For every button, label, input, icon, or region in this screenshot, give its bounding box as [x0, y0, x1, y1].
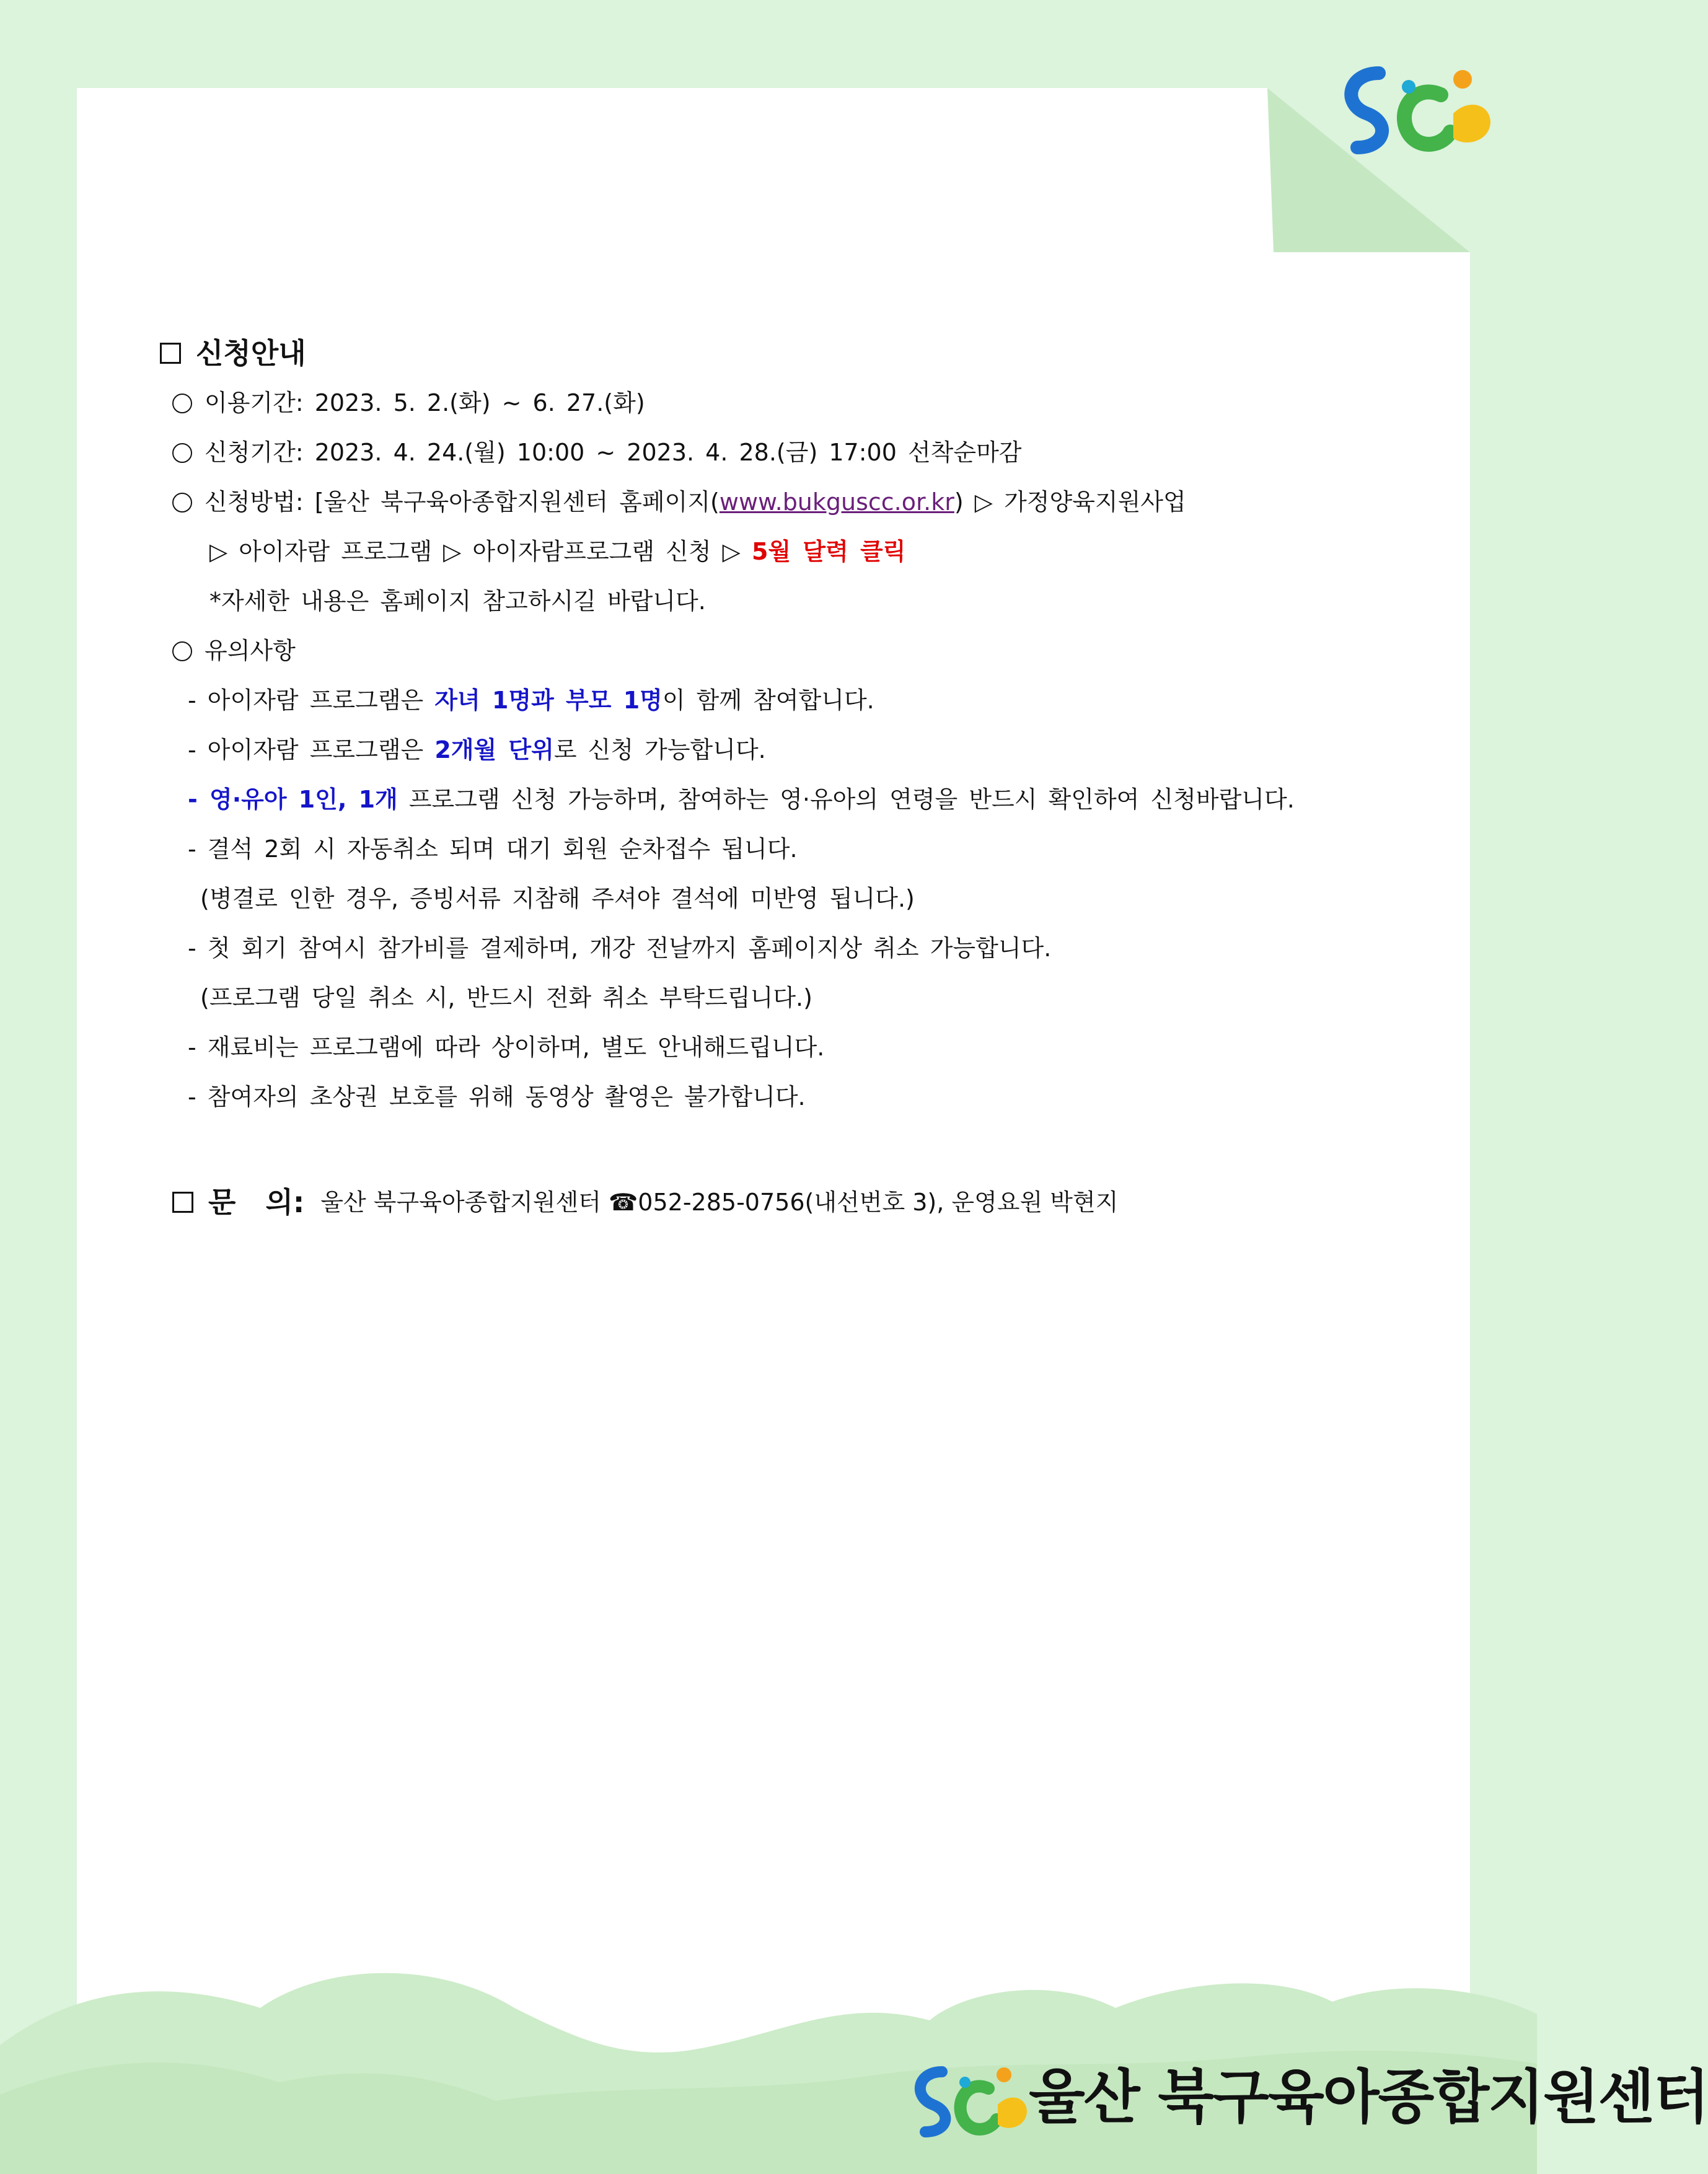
section-title	[160, 328, 1399, 378]
homepage-link[interactable]: www.bukguscc.or.kr	[719, 488, 954, 516]
circle-bullet-icon	[172, 394, 192, 413]
caution-5-note	[160, 973, 1399, 1023]
caution-3	[160, 775, 1399, 824]
caution-1-highlight: 자녀 1명과 부모 1명	[434, 687, 663, 714]
method-note-text: *자세한 내용은 홈페이지 참고하시길 바랍니다.	[209, 588, 706, 615]
caution-1	[160, 676, 1399, 725]
center-logo-icon	[908, 2056, 1038, 2143]
caution-2-suffix: 로 신청 가능합니다.	[553, 736, 766, 764]
square-bullet-icon	[160, 343, 181, 364]
caution-3-highlight: - 영·유아 1인, 1개	[188, 786, 398, 813]
caution-6	[160, 1023, 1399, 1072]
caution-6-text: - 재료비는 프로그램에 따라 상이하며, 별도 안내해드립니다.	[188, 1034, 825, 1061]
caution-7-text: - 참여자의 초상권 보호를 위해 동영상 촬영은 불가합니다.	[188, 1083, 806, 1111]
caution-4-note-text: (병결로 인한 경우, 증빙서류 지참해 주셔야 결석에 미반영 됩니다.)	[200, 885, 915, 912]
caution-4-note	[160, 874, 1399, 923]
main-content	[160, 328, 1399, 1227]
period-apply: 신청기간: 2023. 4. 24.(월) 10:00 ~ 2023. 4. 28.(금) 17:00 선착순마감	[205, 439, 1022, 466]
square-bullet-icon	[172, 1192, 193, 1213]
method-line2-prefix: ▷ 아이자람 프로그램 ▷ 아이자람프로그램 신청 ▷	[209, 538, 752, 565]
circle-bullet-icon	[172, 493, 192, 513]
caution-5-text: - 첫 회기 참여시 참가비를 결제하며, 개강 전날까지 홈페이지상 취소 가능합니다.	[188, 935, 1052, 962]
caution-7	[160, 1072, 1399, 1122]
caution-title-line	[160, 626, 1399, 676]
inquiry-text: 울산 북구육아종합지원센터 ☎052-285-0756(내선번호 3), 운영요원 박현지	[320, 1189, 1119, 1216]
inquiry-line	[160, 1177, 1399, 1227]
caution-5	[160, 923, 1399, 973]
method-note	[160, 576, 1399, 626]
method-line	[160, 477, 1399, 527]
center-logo-icon	[1336, 55, 1509, 160]
period-apply-line	[160, 428, 1399, 477]
circle-bullet-icon	[172, 641, 192, 661]
caution-1-suffix: 이 함께 참여합니다.	[662, 687, 874, 714]
caution-1-prefix: - 아이자람 프로그램은	[188, 687, 435, 714]
period-use: 이용기간: 2023. 5. 2.(화) ~ 6. 27.(화)	[205, 389, 645, 416]
caution-2-highlight: 2개월 단위	[434, 736, 554, 764]
caution-title: 유의사항	[205, 637, 296, 664]
caution-3-suffix: 프로그램 신청 가능하며, 참여하는 영·유아의 연령을 반드시 확인하여 신청바랍니다.	[397, 786, 1295, 813]
method-prefix: 신청방법: [울산 북구육아종합지원센터 홈페이지(	[205, 488, 720, 516]
caution-2-prefix: - 아이자람 프로그램은	[188, 736, 435, 764]
caution-2	[160, 725, 1399, 775]
center-name: 울산 북구육아종합지원센터	[1029, 2064, 1708, 2131]
method-line-2	[160, 527, 1399, 576]
caution-4	[160, 824, 1399, 874]
inquiry-label: 문 의:	[208, 1186, 305, 1219]
caution-4-text: - 결석 2회 시 자동취소 되며 대기 회원 순차접수 됩니다.	[188, 835, 798, 863]
period-use-line	[160, 378, 1399, 428]
section-title-text: 신청안내	[196, 337, 306, 370]
method-line2-highlight: 5월 달력 클릭	[751, 538, 906, 565]
caution-5-note-text: (프로그램 당일 취소 시, 반드시 전화 취소 부탁드립니다.)	[200, 984, 812, 1011]
hills-decoration	[0, 1952, 1708, 2174]
method-suffix: ) ▷ 가정양육지원사업	[954, 488, 1186, 516]
circle-bullet-icon	[172, 443, 192, 463]
